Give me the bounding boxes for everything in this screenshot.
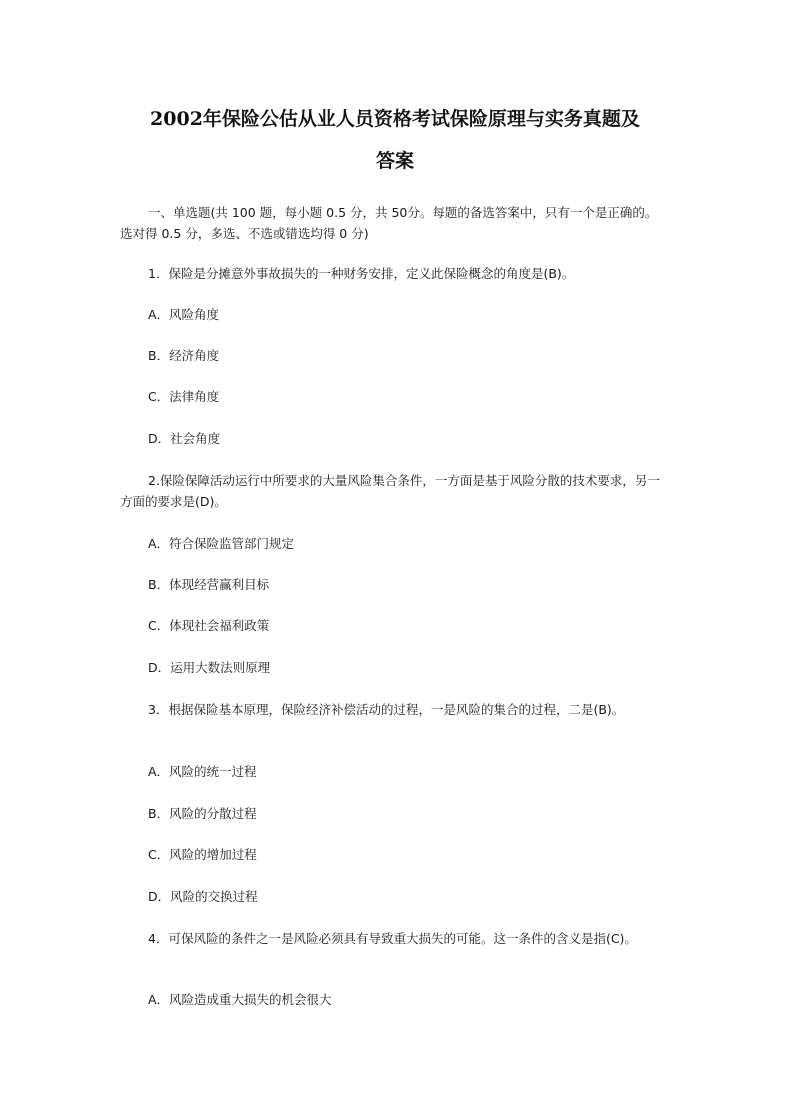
question-2-option-c: C．体现社会福利政策	[148, 618, 270, 633]
question-3-option-a: A．风险的统一过程	[148, 764, 257, 779]
section-instructions: 一、单选题(共 100 题，每小题 0.5 分，共 50分。每题的备选答案中，只有一个是正确的。选对得 0.5 分，多选、不选或错选均得 0 分)	[120, 205, 658, 241]
question-4-option-a: A．风险造成重大损失的机会很大	[148, 992, 332, 1007]
question-2-text: 2.保险保障活动运行中所要求的大量风险集合条件，一方面是基于风险分散的技术要求，另一方面的要求是(D)。	[120, 473, 660, 509]
question-1-option-b: B．经济角度	[148, 348, 220, 363]
question-1-text: 1．保险是分摊意外事故损失的一种财务安排，定义此保险概念的角度是(B)。	[148, 266, 575, 281]
question-3-text: 3．根据保险基本原理，保险经济补偿活动的过程，一是风险的集合的过程，二是(B)。	[148, 702, 625, 717]
document-title-line-1: 2002年保险公估从业人员资格考试保险原理与实务真题及	[150, 108, 640, 130]
question-4-text: 4．可保风险的条件之一是风险必须具有导致重大损失的可能。这一条件的含义是指(C)。	[148, 931, 637, 946]
document-title-line-2: 答案	[375, 150, 414, 172]
question-1-option-a: A．风险角度	[148, 307, 220, 322]
question-2-option-a: A．符合保险监管部门规定	[148, 536, 295, 551]
question-1-option-c: C．法律角度	[148, 389, 220, 404]
question-3-option-b: B．风险的分散过程	[148, 806, 257, 821]
question-3-option-c: C．风险的增加过程	[148, 847, 257, 862]
question-2-option-b: B．体现经营赢利目标	[148, 577, 270, 592]
question-2-option-d: D．运用大数法则原理	[148, 660, 271, 675]
question-1-option-d: D．社会角度	[148, 431, 221, 446]
question-3-option-d: D．风险的交换过程	[148, 889, 258, 904]
